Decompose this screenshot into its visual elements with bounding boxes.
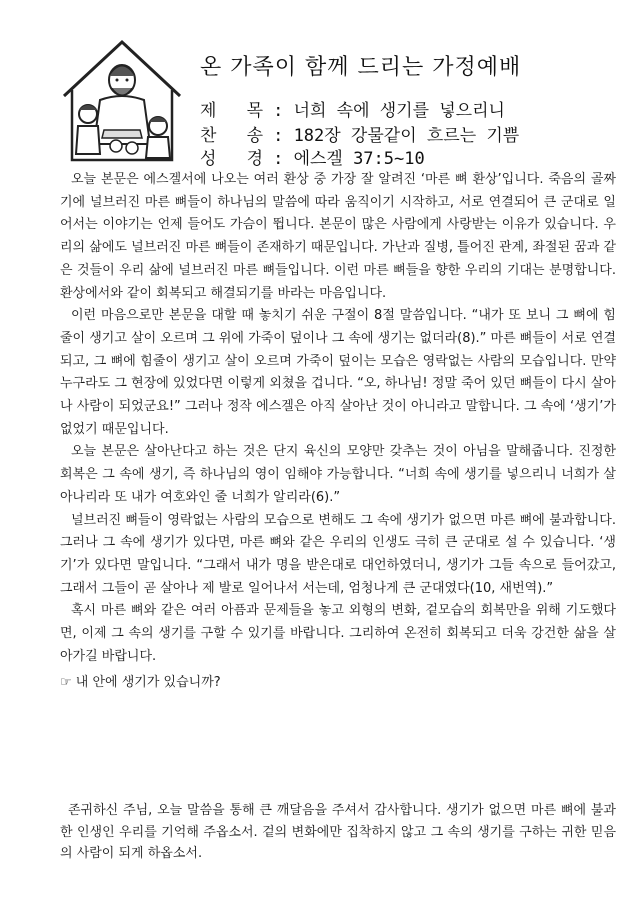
paragraph: 이런 마음으로만 본문을 대할 때 놓치기 쉬운 구절이 8절 말씀입니다. “내가 또 보니 그 뼈에 힘줄이 생기고 살이 오르며 그 위에 가죽이 덮이나 그 속에 생기는 없더라(8).” 마른 뼈들이 서로 연결되고, 그 뼈에 힘줄이 생기고 살이 오르며 가죽이 덮이는 모습은 영락없는 사람의 모습입니다. 만약 누구라도 그 현장에 있었다면 이렇게 외쳤을 겁니다. “오, 하나님! 정말 죽어 있던 뼈들이 다시 살아나 사람이 되었군요!” 그러나 정작 에스겔은 아직 살아난 것이 아니라고 말합니다. 그 속에 ‘생기’가 없었기 때문입니다. <box>60 308 616 437</box>
house-family-icon <box>56 34 188 166</box>
topic-row <box>200 96 505 121</box>
scripture-row <box>200 144 425 169</box>
hymn-value: : 182장 강물같이 흐르는 기쁨 <box>273 126 520 146</box>
scripture-label: 성 경 <box>200 149 274 169</box>
sermon-body <box>60 169 616 695</box>
paragraph: 널브러진 뼈들이 영락없는 사람의 모습으로 변해도 그 속에 생기가 없으면 마른 뼈에 불과합니다. 그러나 그 속에 생기가 있다면, 마른 뼈와 같은 우리의 인생도 극히 큰 군대로 설 수 있습니다. ‘생기’가 있다면 말입니다. “그래서 내가 명을 받은대로 대언하였더니, 생기가 그들 속으로 들어갔고, 그래서 그들이 곧 살아나 제 발로 일어나서 서는데, 엄청나게 큰 군대였다(10, 새번역).” <box>60 512 616 596</box>
reflection-question: ☞ 내 안에 생기가 있습니까? <box>60 675 221 691</box>
topic-value: : 너희 속에 생기를 넣으리니 <box>273 101 505 121</box>
closing-prayer: 존귀하신 주님, 오늘 말씀을 통해 큰 깨달음을 주셔서 감사합니다. 생기가 없으면 마른 뼈에 불과한 인생인 우리를 기억해 주옵소서. 겉의 변화에만 집착하지 않고 그 속의 생기를 구하는 귀한 믿음의 사람이 되게 하옵소서. <box>60 803 616 861</box>
paragraph: 혹시 마른 뼈와 같은 여러 아픔과 문제들을 놓고 외형의 변화, 겉모습의 회복만을 위해 기도했다면, 이제 그 속의 생기를 구할 수 있기를 바랍니다. 그리하여 온전히 회복되고 더욱 강건한 삶을 살아가길 바랍니다. <box>60 603 616 664</box>
paragraph: 오늘 본문은 에스겔서에 나오는 여러 환상 중 가장 잘 알려진 ‘마른 뼈 환상’입니다. 죽음의 골짜기에 널브러진 마른 뼈들이 하나님의 말씀에 따라 움직이기 시작하고, 서로 연결되어 큰 군대로 일어서는 이야기는 언제 들어도 가슴이 뜁니다. 본문이 많은 사람에게 사랑받는 이유가 있습니다. 우리의 삶에도 널브러진 마른 뼈들이 존재하기 때문입니다. 가난과 질병, 틀어진 관계, 좌절된 꿈과 같은 것들이 우리 삶에 널브러진 마른 뼈들입니다. 이런 마른 뼈들을 향한 우리의 기대는 분명합니다. 환상에서와 같이 회복되고 해결되기를 바라는 마음입니다. <box>60 172 616 301</box>
topic-label: 제 목 <box>200 101 274 121</box>
page-title: 온 가족이 함께 드리는 가정예배 <box>200 55 522 80</box>
hymn-row <box>200 121 519 146</box>
family-worship-illustration <box>56 34 188 166</box>
paragraph: 오늘 본문은 살아난다고 하는 것은 단지 육신의 모양만 갖추는 것이 아님을 말해줍니다. 진정한 회복은 그 속에 생기, 즉 하나님의 영이 임해야 가능합니다. “너희 속에 생기를 넣으리니 너희가 살아나리라 또 내가 여호와인 줄 너희가 알리라(6).” <box>60 444 616 505</box>
hymn-label: 찬 송 <box>200 126 274 146</box>
scripture-value: : 에스겔 37:5~10 <box>273 149 425 169</box>
